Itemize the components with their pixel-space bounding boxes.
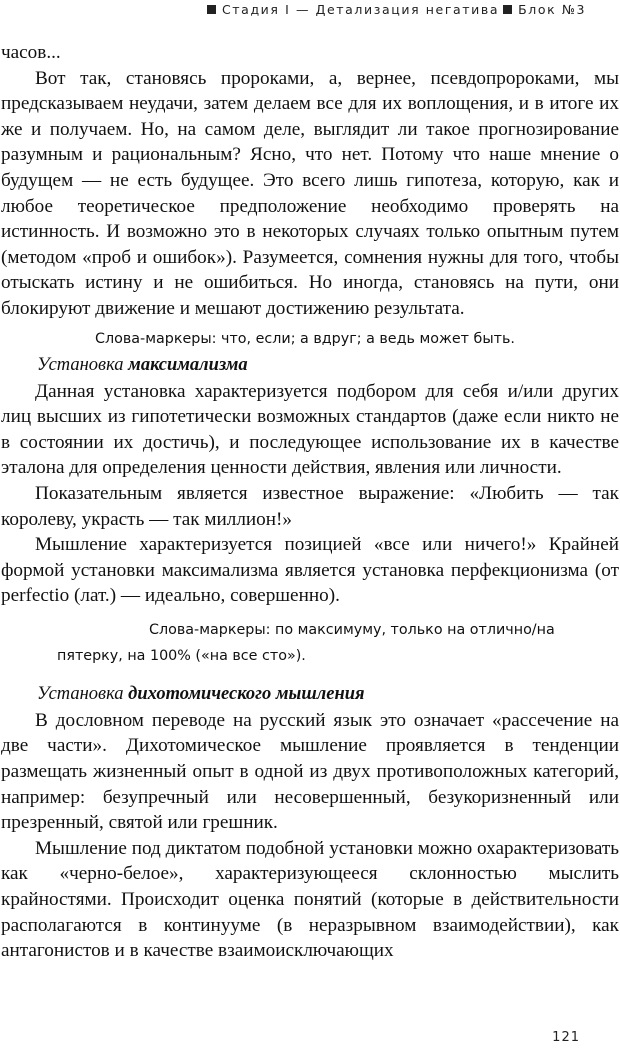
paragraph: Мышление характеризуется позицией «все или ничего!» Крайней формой установки максимализма является установка перфекционизма (от perfectio (лат.) — идеально, совершенно). bbox=[1, 534, 619, 607]
page-number: 121 bbox=[552, 1030, 580, 1045]
section-heading bbox=[1, 352, 619, 379]
square-bullet-icon bbox=[503, 5, 512, 14]
marker-words: Слова-маркеры: по максимуму, только на отлично/на пятерку, на 100% («на все сто»). bbox=[57, 621, 555, 664]
heading-term: максимализма bbox=[128, 354, 248, 375]
section-heading bbox=[1, 681, 619, 708]
paragraph: Данная установка характеризуется подбором для себя и/или других лиц высших из гипотетически возможных стандартов (даже если никто не в состоянии их достичь), и последующее использование их в качестве эталона для определения ценности действия, явления или личности. bbox=[1, 380, 619, 479]
heading-term: дихотомического мышления bbox=[128, 683, 365, 704]
square-bullet-icon bbox=[207, 5, 216, 14]
marker-words: Слова-маркеры: что, если; а вдруг; а ведь может быть. bbox=[95, 330, 515, 347]
paragraph: часов... bbox=[1, 42, 61, 63]
running-header bbox=[203, 0, 586, 26]
page-body bbox=[1, 40, 619, 964]
heading-prefix: Установка bbox=[37, 354, 129, 375]
header-stage: Стадия I — Детализация негатива bbox=[221, 2, 500, 17]
paragraph: В дословном переводе на русский язык это означает «рассечение на две части». Дихотомическое мышление проявляется в тенденции размещать жизненный опыт в одной из двух противоположных категорий, например: безупречный или несовершенный, безукоризненный или презренный, святой или грешник. bbox=[1, 709, 619, 834]
heading-prefix: Установка bbox=[37, 683, 129, 704]
header-block: Блок №3 bbox=[518, 2, 586, 17]
paragraph: Показательным является известное выражение: «Любить — так королеву, украсть — так миллион!» bbox=[1, 482, 619, 530]
paragraph: Мышление под диктатом подобной установки можно охарактеризовать как «черно-белое», характеризующееся склонностью мыслить крайностями. Происходит оценка понятий (которые в действительности располагаются в континууме (в неразрывном взаимодействии), как антагонистов и в качестве взаимоисключающих bbox=[1, 837, 619, 962]
paragraph: Вот так, становясь пророками, а, вернее, псевдопророками, мы предсказываем неудачи, затем делаем все для их воплощения, и в итоге их же и получаем. Но, на самом деле, выглядит ли такое прогнозирование разумным и рациональным? Ясно, что нет. Потому что наше мнение о будущем — не есть будущее. Это всего лишь гипотеза, которую, как и любое теоретическое предположение необходимо проверять на истинность. И возможно это в некоторых случаях только опытным путем (методом «проб и ошибок»). Разумеется, сомнения нужны для того, чтобы отыскать истину и не ошибиться. Но иногда, становясь на пути, они блокируют движение и мешают достижению результата. bbox=[1, 67, 619, 319]
